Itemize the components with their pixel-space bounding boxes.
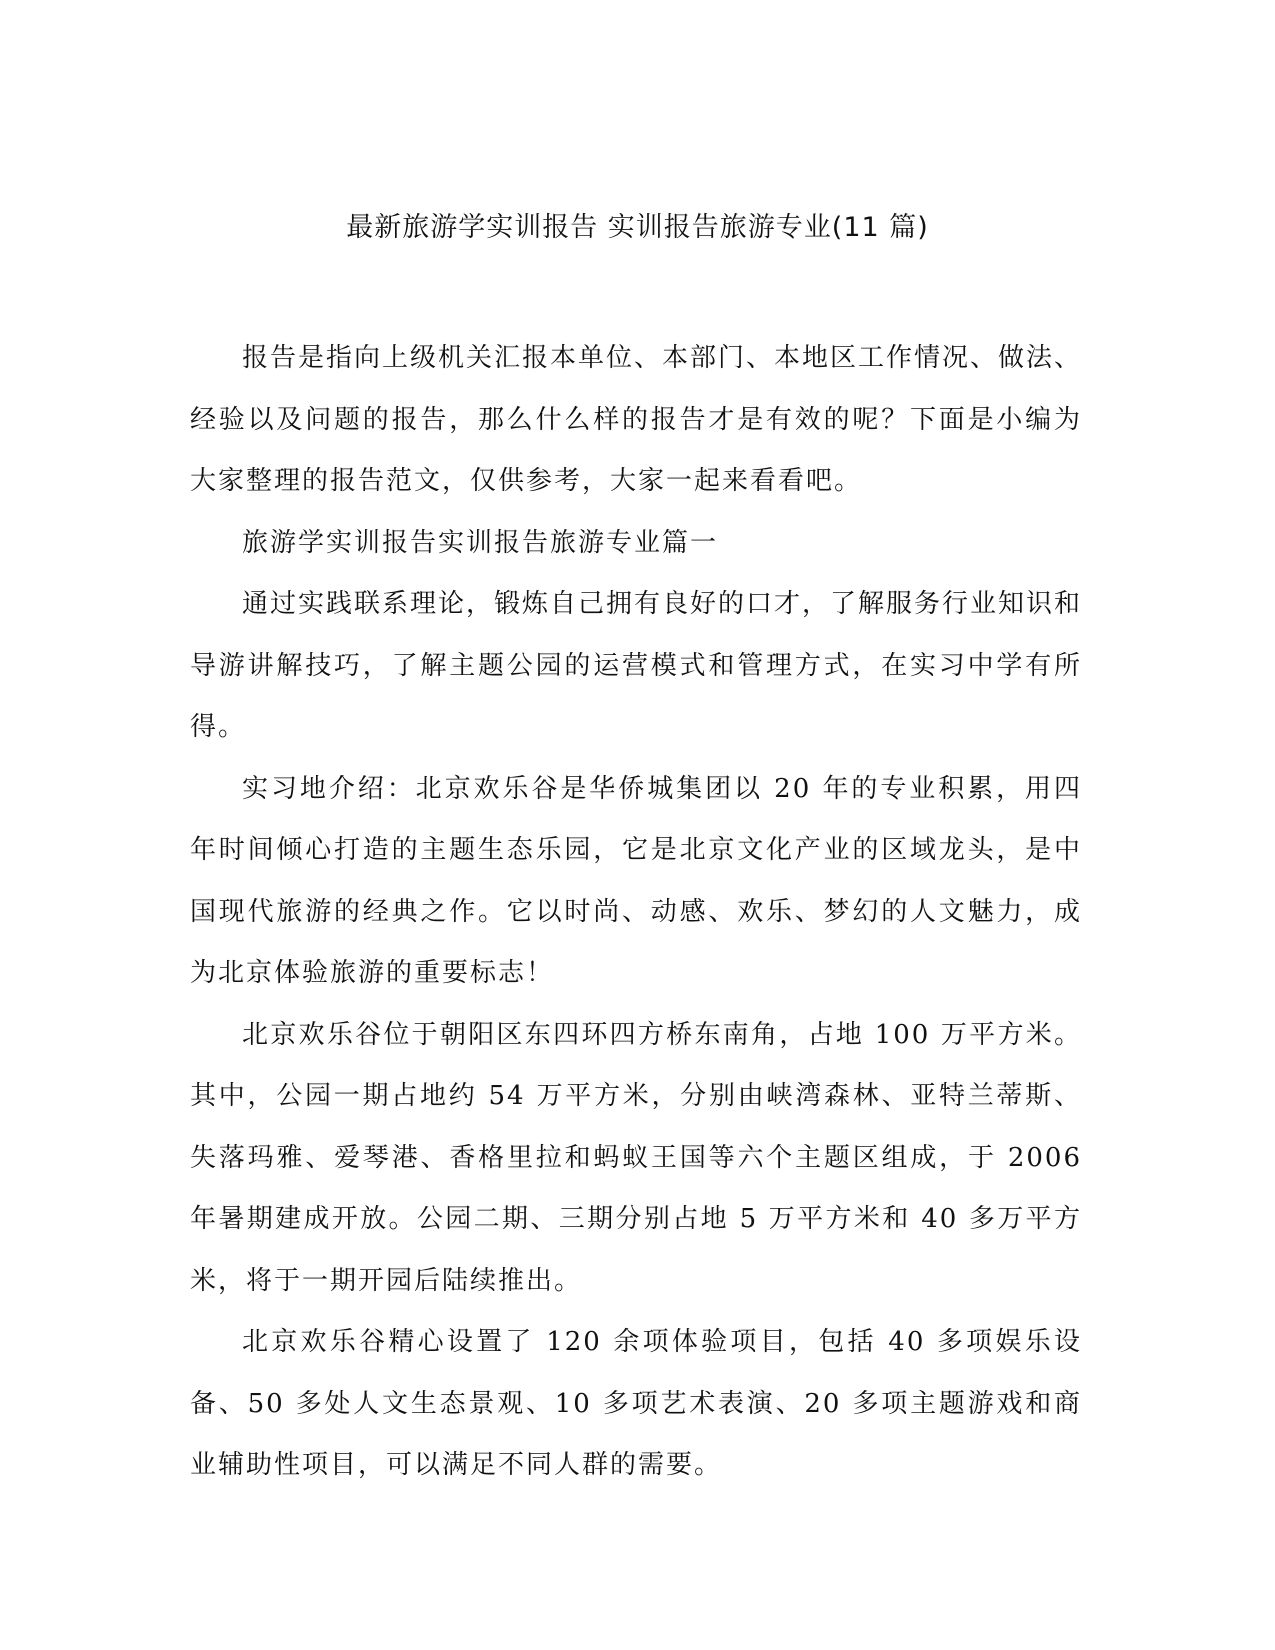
document-title: 最新旅游学实训报告 实训报告旅游专业(11 篇) <box>346 212 929 243</box>
paragraph-purpose: 通过实践联系理论，锻炼自己拥有良好的口才，了解服务行业知识和导游讲解技巧，了解主题公园的运营模式和管理方式，在实习中学有所得。 <box>190 589 1083 742</box>
paragraph-site-intro: 实习地介绍：北京欢乐谷是华侨城集团以 20 年的专业积累，用四年时间倾心打造的主题生态乐园，它是北京文化产业的区域龙头，是中国现代旅游的经典之作。它以时尚、动感、欢乐、梦幻的人文魅力，成为北京体验旅游的重要标志！ <box>190 773 1082 988</box>
paragraph-intro: 报告是指向上级机关汇报本单位、本部门、本地区工作情况、做法、经验以及问题的报告，那么什么样的报告才是有效的呢？下面是小编为大家整理的报告范文，仅供参考，大家一起来看看吧。 <box>190 343 1083 496</box>
paragraph-location: 北京欢乐谷位于朝阳区东四环四方桥东南角，占地 100 万平方米。其中，公园一期占地约 54 万平方米，分别由峡湾森林、亚特兰蒂斯、失落玛雅、爱琴港、香格里拉和蚂蚁王国等六个主题区组成，于 2006 年暑期建成开放。公园二期、三期分别占地 5 万平方米和 40 多万平方米，将于一期开园后陆续推出。 <box>190 1019 1082 1296</box>
paragraph-attractions: 北京欢乐谷精心设置了 120 余项体验项目，包括 40 多项娱乐设备、50 多处人文生态景观、10 多项艺术表演、20 多项主题游戏和商业辅助性项目，可以满足不同人群的需要。 <box>190 1327 1082 1480</box>
section-heading: 旅游学实训报告实训报告旅游专业篇一 <box>242 527 719 558</box>
document-body <box>190 328 1082 1497</box>
